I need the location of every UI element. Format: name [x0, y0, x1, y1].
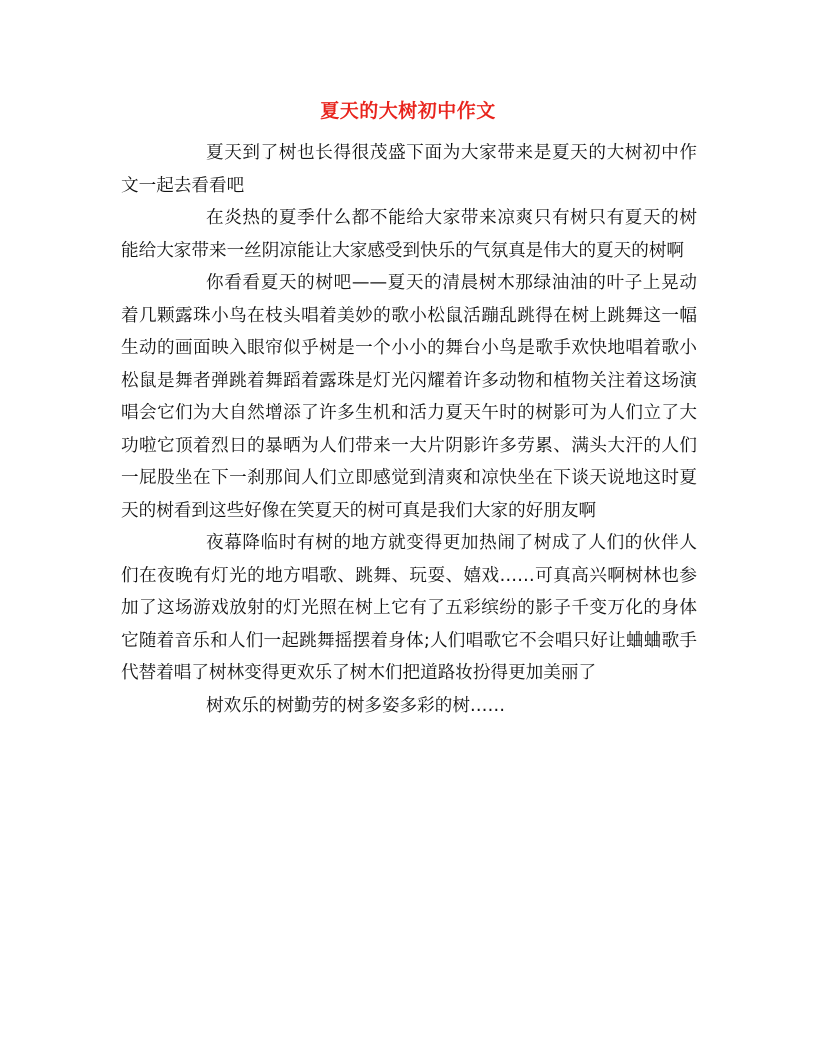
document-body [121, 137, 697, 722]
paragraph-night-tree: 夜幕降临时有树的地方就变得更加热闹了树成了人们的伙伴人们在夜晚有灯光的地方唱歌、跳舞、玩耍、嬉戏……可真高兴啊树林也参加了这场游戏放射的灯光照在树上它有了五彩缤纷的影子千变万化的身体它随着音乐和人们一起跳舞摇摆着身体;人们唱歌它不会唱只好让蛐蛐歌手代替着唱了树林变得更欢乐了树木们把道路妆扮得更加美丽了 [121, 533, 697, 683]
paragraph-summer-shade: 在炎热的夏季什么都不能给大家带来凉爽只有树只有夏天的树能给大家带来一丝阴凉能让大家感受到快乐的气氛真是伟大的夏天的树啊 [121, 208, 697, 261]
paragraph-intro: 夏天到了树也长得很茂盛下面为大家带来是夏天的大树初中作文一起去看看吧 [121, 143, 697, 196]
paragraph-closing: 树欢乐的树勤劳的树多姿多彩的树…… [206, 695, 506, 716]
paragraph-morning-tree: 你看看夏天的树吧——夏天的清晨树木那绿油油的叶子上晃动着几颗露珠小鸟在枝头唱着美妙的歌小松鼠活蹦乱跳得在树上跳舞这一幅生动的画面映入眼帘似乎树是一个小小的舞台小鸟是歌手欢快地唱着歌小松鼠是舞者弹跳着舞蹈着露珠是灯光闪耀着许多动物和植物关注着这场演唱会它们为大自然增添了许多生机和活力夏天午时的树影可为人们立了大功啦它顶着烈日的暴晒为人们带来一大片阴影许多劳累、满头大汗的人们一屁股坐在下一刹那间人们立即感觉到清爽和凉快坐在下谈天说地这时夏天的树看到这些好像在笑夏天的树可真是我们大家的好朋友啊 [121, 273, 697, 521]
document-title: 夏天的大树初中作文 [320, 100, 496, 122]
